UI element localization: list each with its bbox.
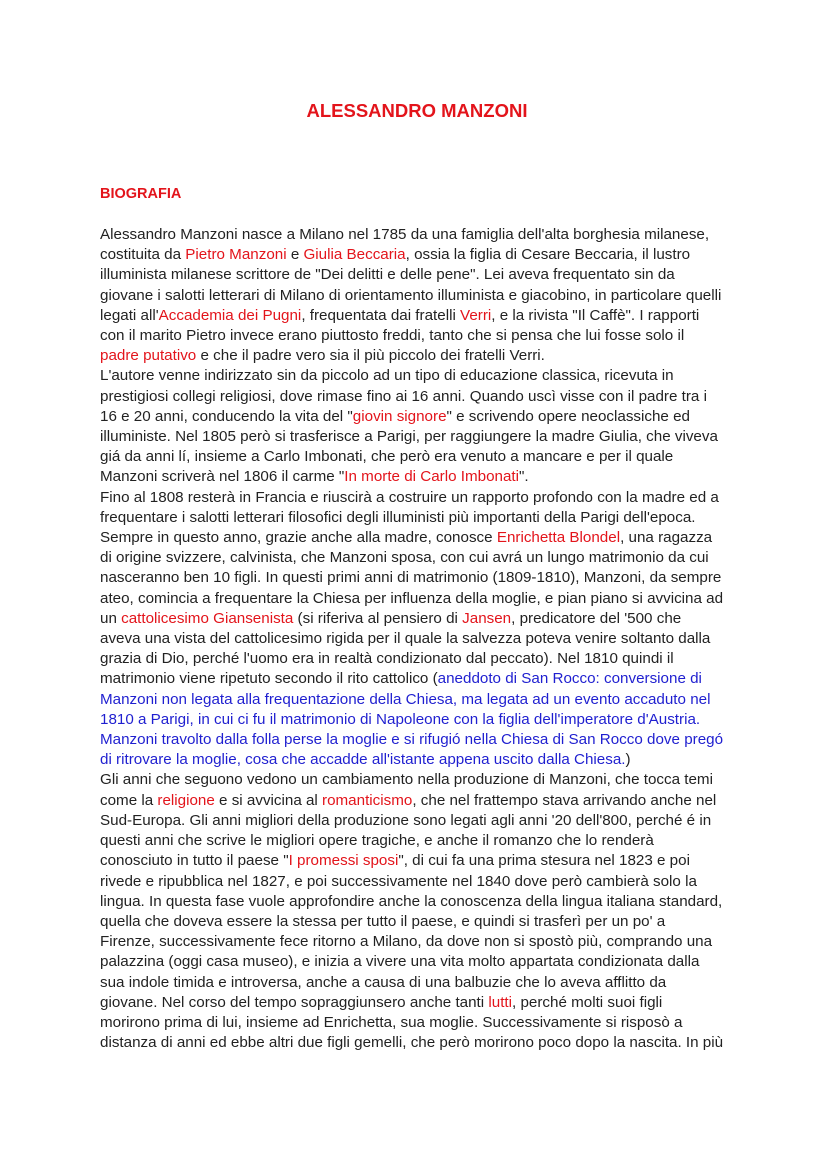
- text-segment: giovane i salotti letterari di Milano di orientamento illuminista e giacobino, in particolare quelli: [100, 286, 722, 304]
- text-segment: Fino al 1808 resterà in Francia e riuscirà a costruire un rapporto profondo con la madre ed a: [100, 488, 719, 506]
- text-segment: giá da anni lí, insieme a Carlo Imbonati, che però era venuto a mancare e per il quale: [100, 448, 674, 466]
- text-segment: " e scrivendo opere neoclassiche ed: [446, 407, 690, 425]
- highlighted-term: lutti: [488, 993, 513, 1011]
- text-segment: e si avvicina al: [214, 791, 323, 809]
- text-line: [100, 993, 740, 1013]
- highlighted-term: Accademia dei Pugni: [158, 306, 302, 324]
- text-line: [100, 326, 740, 346]
- document-title: ALESSANDRO MANZONI: [306, 100, 528, 121]
- text-segment: un: [100, 609, 122, 627]
- text-line: [100, 548, 740, 568]
- highlighted-term: Enrichetta Blondel: [496, 529, 621, 547]
- text-line: [100, 407, 740, 427]
- text-segment: , che nel frattempo stava arrivando anche nel: [412, 791, 717, 809]
- text-segment: e: [286, 246, 304, 264]
- text-line: [100, 245, 740, 265]
- highlighted-term: Verri: [460, 306, 492, 324]
- text-line: [100, 286, 740, 306]
- text-segment: costituita da: [100, 246, 186, 264]
- text-line: [100, 932, 740, 952]
- text-segment: ", di cui fa una prima stesura nel 1823 e poi: [398, 852, 690, 870]
- text-line: [100, 366, 740, 386]
- text-segment: ): [625, 751, 631, 769]
- text-line: [100, 488, 740, 508]
- highlighted-term: giovin signore: [352, 407, 447, 425]
- section-heading-biografia: BIOGRAFIA: [100, 186, 182, 202]
- text-segment: giovane. Nel corso del tempo sopraggiunsero anche tanti: [100, 993, 489, 1011]
- text-line: [100, 427, 740, 447]
- text-line: [100, 791, 740, 811]
- text-segment: illuministe. Nel 1805 però si trasferisce a Parigi, per raggiungere la madre Giulia, che viveva: [100, 428, 718, 446]
- highlighted-term: In morte di Carlo Imbonati: [344, 468, 520, 486]
- highlighted-term: padre putativo: [100, 347, 197, 365]
- text-segment: (si riferiva al pensiero di: [293, 609, 463, 627]
- text-line: [100, 467, 740, 487]
- text-line: [100, 872, 740, 892]
- text-segment: e che il padre vero sia il più piccolo dei fratelli Verri.: [196, 347, 545, 365]
- text-segment: nasceranno ben 10 figli. In questi primi anni di matrimonio (1809-1810), Manzoni, da sempre: [100, 569, 722, 587]
- text-line: [100, 649, 740, 669]
- text-line: [100, 1013, 740, 1033]
- text-line: [100, 387, 740, 407]
- text-line: [100, 589, 740, 609]
- text-segment: Sud-Europa. Gli anni migliori della produzione sono legati agli anni '20 dell'800, perché é in: [100, 811, 712, 829]
- text-segment: 16 e 20 anni, conducendo la vita del ": [100, 407, 353, 425]
- text-segment: illuminista milanese scrittore de "Dei delitti e delle pene". Lei aveva frequentato sin da: [100, 266, 675, 284]
- text-segment: , predicatore del '500 che: [511, 609, 682, 627]
- biography-text: [100, 225, 740, 1053]
- text-line: [100, 306, 740, 326]
- text-line: [100, 770, 740, 790]
- text-segment: sua indole timida e introversa, anche a causa di una balbuzie che lo aveva afflitto da: [100, 973, 667, 991]
- text-segment: grazia di Dio, perché l'uomo era in realtà condizionato dal peccato). Nel 1810 quindi il: [100, 650, 674, 668]
- text-line: [100, 730, 740, 750]
- highlighted-term: religione: [157, 791, 215, 809]
- text-line: [100, 912, 740, 932]
- text-segment: distanza di anni ed ebbe altri due figli gemelli, che però morirono poco dopo la nascita. In più: [100, 1034, 724, 1052]
- anecdote-text: di ritrovare la moglie, cosa che accadde all'istante appena uscito dalla Chiesa.: [100, 751, 626, 769]
- highlighted-term: cattolicesimo Giansenista: [121, 609, 294, 627]
- highlighted-term: Jansen: [462, 609, 512, 627]
- text-line: [100, 346, 740, 366]
- anecdote-text: aneddoto di San Rocco: conversione di: [437, 670, 702, 688]
- text-line: [100, 811, 740, 831]
- text-line: [100, 892, 740, 912]
- text-line: [100, 609, 740, 629]
- text-segment: ateo, comincia a frequentare la Chiesa per influenza della moglie, e pian piano si avvicina ad: [100, 589, 724, 607]
- text-segment: , perché molti suoi figli: [512, 993, 663, 1011]
- text-line: [100, 952, 740, 972]
- text-segment: lingua. In questa fase vuole approfondire anche la conoscenza della lingua italiana standard,: [100, 892, 723, 910]
- highlighted-term: I promessi sposi: [288, 852, 399, 870]
- text-segment: , frequentata dai fratelli: [301, 306, 461, 324]
- text-line: [100, 690, 740, 710]
- text-line: [100, 225, 740, 245]
- text-segment: morirono prima di lui, insieme ad Enrichetta, sua moglie. Successivamente si risposò a: [100, 1013, 683, 1031]
- text-segment: Gli anni che seguono vedono un cambiamento nella produzione di Manzoni, che tocca temi: [100, 771, 713, 789]
- text-segment: , ossia la figlia di Cesare Beccaria, il lustro: [405, 246, 691, 264]
- text-segment: quella che doveva essere la stessa per tutto il paese, e quindi si trasferì per un po' a: [100, 912, 666, 930]
- text-segment: matrimonio viene ripetuto secondo il rito cattolico (: [100, 670, 438, 688]
- text-line: [100, 1033, 740, 1053]
- text-line: [100, 831, 740, 851]
- text-line: [100, 669, 740, 689]
- anecdote-text: Manzoni travolto dalla folla perse la moglie e si rifugió nella Chiesa di San Rocco dove pregó: [100, 731, 724, 749]
- highlighted-term: romanticismo: [322, 791, 413, 809]
- text-line: [100, 710, 740, 730]
- text-segment: conosciuto in tutto il paese ": [100, 852, 289, 870]
- text-segment: Sempre in questo anno, grazie anche alla madre, conosce: [100, 529, 497, 547]
- text-segment: legati all': [100, 306, 159, 324]
- text-segment: frequentare i salotti letterari filosofici degli illuministi più importanti della Parigi dell'epoca.: [100, 508, 696, 526]
- anecdote-text: 1810 a Parigi, in cui ci fu il matrimonio di Napoleone con la figlia dell'imperatore d'Austria.: [100, 710, 701, 728]
- text-line: [100, 973, 740, 993]
- text-line: [100, 851, 740, 871]
- text-segment: questi anni che scrive le migliori opere tragiche, e anche il romanzo che lo renderà: [100, 832, 654, 850]
- text-line: [100, 629, 740, 649]
- text-segment: L'autore venne indirizzato sin da piccolo ad un tipo di educazione classica, ricevuta in: [100, 367, 674, 385]
- text-segment: prestigiosi collegi religiosi, dove rimase fino ai 16 anni. Quando uscì visse con il padre tra i: [100, 387, 707, 405]
- text-segment: , e la rivista "Il Caffè". I rapporti: [491, 306, 700, 324]
- text-line: [100, 508, 740, 528]
- text-segment: palazzina (oggi casa museo), e inizia a vivere una vita molto appartata condizionata dalla: [100, 953, 700, 971]
- text-segment: Firenze, successivamente fece ritorno a Milano, da dove non si spostò più, comprando una: [100, 933, 713, 951]
- text-segment: ".: [519, 468, 529, 486]
- anecdote-text: Manzoni non legata alla frequentazione della Chiesa, ma legata ad un evento accaduto nel: [100, 690, 711, 708]
- text-segment: Alessandro Manzoni nasce a Milano nel 1785 da una famiglia dell'alta borghesia milanese,: [100, 226, 710, 243]
- text-segment: , una ragazza: [620, 529, 713, 547]
- highlighted-term: Pietro Manzoni: [185, 246, 287, 264]
- text-segment: con il marito Pietro invece erano piuttosto freddi, tanto che si pensa che lui fosse solo il: [100, 327, 685, 345]
- text-line: [100, 528, 740, 548]
- text-segment: di origine svizzere, calvinista, che Manzoni sposa, con cui avrá un lungo matrimonio da cui: [100, 549, 709, 567]
- text-segment: rivede e ripubblica nel 1827, e poi successivamente nel 1840 dove però cambierà solo la: [100, 872, 697, 890]
- text-line: [100, 265, 740, 285]
- text-segment: Manzoni scriverà nel 1806 il carme ": [100, 468, 345, 486]
- text-line: [100, 568, 740, 588]
- text-segment: come la: [100, 791, 158, 809]
- highlighted-term: Giulia Beccaria: [303, 246, 406, 264]
- text-line: [100, 447, 740, 467]
- text-line: [100, 750, 740, 770]
- text-segment: aveva una vista del cattolicesimo rigida per il quale la salvezza poteva venire soltanto dalla: [100, 630, 711, 648]
